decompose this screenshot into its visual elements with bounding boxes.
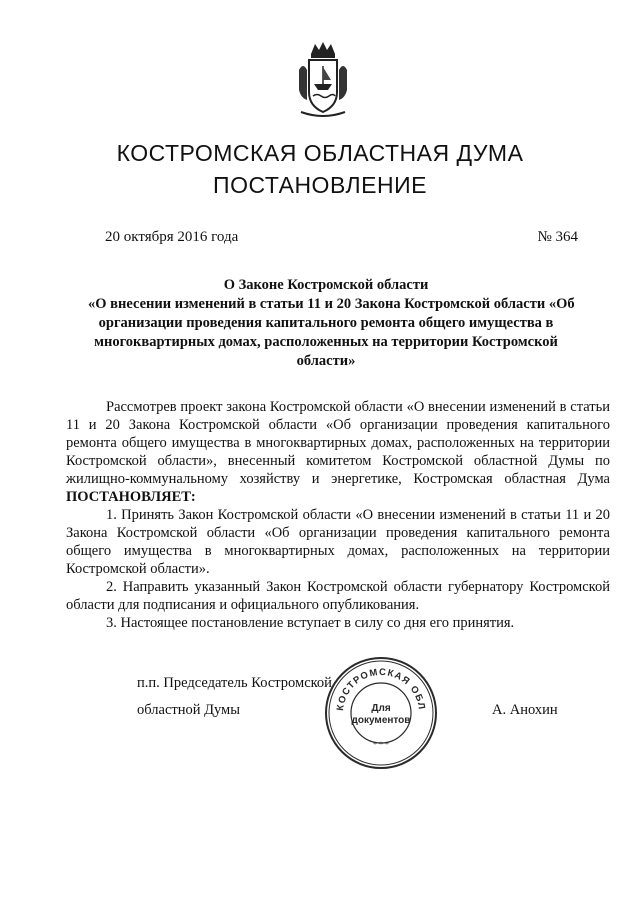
title-line: «О внесении изменений в статьи 11 и 20 Закона Костромской области «Об	[88, 296, 575, 312]
resolution-item: 2. Направить указанный Закон Костромской области губернатору Костромской области для подписания и официального опубликования.	[66, 579, 610, 613]
official-seal	[323, 655, 439, 771]
seal-stamp-icon	[323, 655, 439, 771]
signature-position-line2: областной Думы	[137, 702, 240, 718]
signature-position-line1: п.п. Председатель Костромской	[137, 675, 332, 691]
document-date: 20 октября 2016 года	[105, 229, 239, 245]
title-line: области»	[296, 353, 356, 369]
title-line: организации проведения капитального ремонта общего имущества в	[98, 315, 554, 331]
signer-name: А. Анохин	[492, 702, 558, 718]
coat-of-arms-emblem	[295, 40, 351, 120]
document-body	[66, 398, 610, 632]
organization-heading: КОСТРОМСКАЯ ОБЛАСТНАЯ ДУМА	[116, 140, 524, 166]
svg-text:* * *: * * *	[373, 740, 389, 749]
document-number: № 364	[537, 229, 578, 245]
preamble-text: Рассмотрев проект закона Костромской области «О внесении изменений в статьи 11 и 20 Закона Костромской области «Об организации проведения капитального ремонта общего имущества в многоквартирных домах, расположенных на территории Костромской области», внесенный комитетом Костромской областной Думы по жилищно-коммунальному хозяйству и энергетике, Костромская областная Дума	[66, 399, 610, 487]
resolution-item: 3. Настоящее постановление вступает в силу со дня его принятия.	[106, 615, 515, 631]
emblem-icon	[295, 40, 351, 120]
resolves-keyword: ПОСТАНОВЛЯЕТ:	[66, 489, 196, 505]
seal-center-line1: Для	[371, 703, 391, 714]
document-type-heading: ПОСТАНОВЛЕНИЕ	[213, 172, 427, 198]
title-line: многоквартирных домах, расположенных на территории Костромской	[94, 334, 558, 350]
title-line: О Законе Костромской области	[223, 277, 429, 293]
document-title	[88, 276, 575, 371]
resolution-item: 1. Принять Закон Костромской области «О внесении изменений в статьи 11 и 20 Закона Костромской области «Об организации проведения капитального ремонта общего имущества в многоквартирных домах, расположенных на территории Костромской области».	[66, 507, 610, 577]
seal-ring-text: КОСТРОМСКАЯ ОБЛ	[334, 666, 428, 712]
seal-center-line2: документов	[351, 715, 411, 726]
preamble-paragraph	[66, 398, 610, 506]
